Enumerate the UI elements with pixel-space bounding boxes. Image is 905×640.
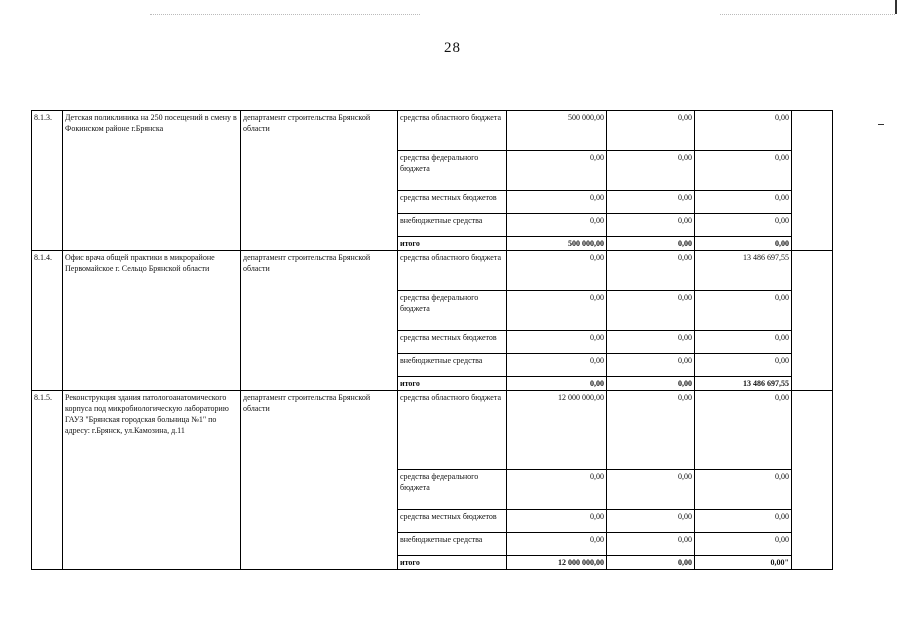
funding-source: средства федерального бюджета bbox=[398, 470, 507, 510]
amount-2: 0,00 bbox=[607, 354, 695, 377]
funding-source: средства областного бюджета bbox=[398, 111, 507, 151]
amount-1: 0,00 bbox=[507, 251, 607, 291]
amount-1: 12 000 000,00 bbox=[507, 556, 607, 570]
funding-source: итого bbox=[398, 237, 507, 251]
amount-1: 0,00 bbox=[507, 151, 607, 191]
amount-2: 0,00 bbox=[607, 510, 695, 533]
funding-source: средства местных бюджетов bbox=[398, 510, 507, 533]
amount-3: 0,00 bbox=[695, 214, 792, 237]
section-name: Детская поликлиника на 250 посещений в смену в Фокинском районе г.Брянска bbox=[63, 111, 241, 251]
page-number: 28 bbox=[444, 40, 461, 56]
amount-1: 0,00 bbox=[507, 354, 607, 377]
section-code: 8.1.3. bbox=[32, 111, 63, 251]
funding-source: средства местных бюджетов bbox=[398, 191, 507, 214]
funding-source: средства федерального бюджета bbox=[398, 151, 507, 191]
empty-cell bbox=[792, 251, 833, 391]
amount-3: 0,00 bbox=[695, 354, 792, 377]
amount-1: 0,00 bbox=[507, 510, 607, 533]
amount-1: 500 000,00 bbox=[507, 111, 607, 151]
amount-2: 0,00 bbox=[607, 377, 695, 391]
amount-2: 0,00 bbox=[607, 391, 695, 470]
empty-cell bbox=[792, 391, 833, 570]
scan-artifact bbox=[150, 14, 420, 16]
section-responsible: департамент строительства Брянской области bbox=[241, 391, 398, 570]
amount-3: 0,00 bbox=[695, 533, 792, 556]
amount-2: 0,00 bbox=[607, 470, 695, 510]
section-responsible: департамент строительства Брянской области bbox=[241, 251, 398, 391]
amount-3: 0,00 bbox=[695, 391, 792, 470]
amount-1: 0,00 bbox=[507, 377, 607, 391]
amount-1: 0,00 bbox=[507, 214, 607, 237]
table-row bbox=[32, 391, 833, 470]
section-name: Офис врача общей практики в микрорайоне Первомайское г. Сельцо Брянской области bbox=[63, 251, 241, 391]
empty-cell bbox=[792, 111, 833, 251]
scan-edge-mark bbox=[878, 124, 884, 125]
amount-2: 0,00 bbox=[607, 533, 695, 556]
table-row bbox=[32, 111, 833, 151]
amount-1: 0,00 bbox=[507, 470, 607, 510]
section-name: Реконструкция здания патологоанатомического корпуса под микробиологическую лабораторию ГАУЗ "Брянская городская больница №1" по адресу: г.Брянск, ул.Камозина, д.11 bbox=[63, 391, 241, 570]
scan-artifact bbox=[720, 14, 895, 16]
amount-1: 0,00 bbox=[507, 533, 607, 556]
amount-2: 0,00 bbox=[607, 151, 695, 191]
amount-3: 0,00 bbox=[695, 470, 792, 510]
amount-2: 0,00 bbox=[607, 331, 695, 354]
amount-1: 0,00 bbox=[507, 291, 607, 331]
amount-3: 0,00 bbox=[695, 111, 792, 151]
amount-2: 0,00 bbox=[607, 191, 695, 214]
funding-source: средства областного бюджета bbox=[398, 391, 507, 470]
amount-3: 0,00 bbox=[695, 151, 792, 191]
funding-source: итого bbox=[398, 377, 507, 391]
budget-table bbox=[31, 110, 833, 570]
funding-source: итого bbox=[398, 556, 507, 570]
amount-2: 0,00 bbox=[607, 556, 695, 570]
section-code: 8.1.5. bbox=[32, 391, 63, 570]
amount-2: 0,00 bbox=[607, 111, 695, 151]
amount-1: 12 000 000,00 bbox=[507, 391, 607, 470]
amount-3: 0,00 bbox=[695, 291, 792, 331]
funding-source: средства областного бюджета bbox=[398, 251, 507, 291]
funding-source: средства местных бюджетов bbox=[398, 331, 507, 354]
funding-source: внебюджетные средства bbox=[398, 214, 507, 237]
amount-2: 0,00 bbox=[607, 291, 695, 331]
section-code: 8.1.4. bbox=[32, 251, 63, 391]
amount-2: 0,00 bbox=[607, 237, 695, 251]
amount-1: 0,00 bbox=[507, 191, 607, 214]
amount-3: 0,00 bbox=[695, 331, 792, 354]
funding-source: средства федерального бюджета bbox=[398, 291, 507, 331]
amount-3: 0,00" bbox=[695, 556, 792, 570]
amount-3: 13 486 697,55 bbox=[695, 377, 792, 391]
amount-3: 0,00 bbox=[695, 237, 792, 251]
funding-source: внебюджетные средства bbox=[398, 354, 507, 377]
amount-3: 13 486 697,55 bbox=[695, 251, 792, 291]
table-row bbox=[32, 251, 833, 291]
amount-3: 0,00 bbox=[695, 510, 792, 533]
amount-2: 0,00 bbox=[607, 214, 695, 237]
amount-1: 500 000,00 bbox=[507, 237, 607, 251]
funding-source: внебюджетные средства bbox=[398, 533, 507, 556]
section-responsible: департамент строительства Брянской области bbox=[241, 111, 398, 251]
scan-edge-mark bbox=[895, 0, 897, 14]
amount-3: 0,00 bbox=[695, 191, 792, 214]
amount-1: 0,00 bbox=[507, 331, 607, 354]
amount-2: 0,00 bbox=[607, 251, 695, 291]
